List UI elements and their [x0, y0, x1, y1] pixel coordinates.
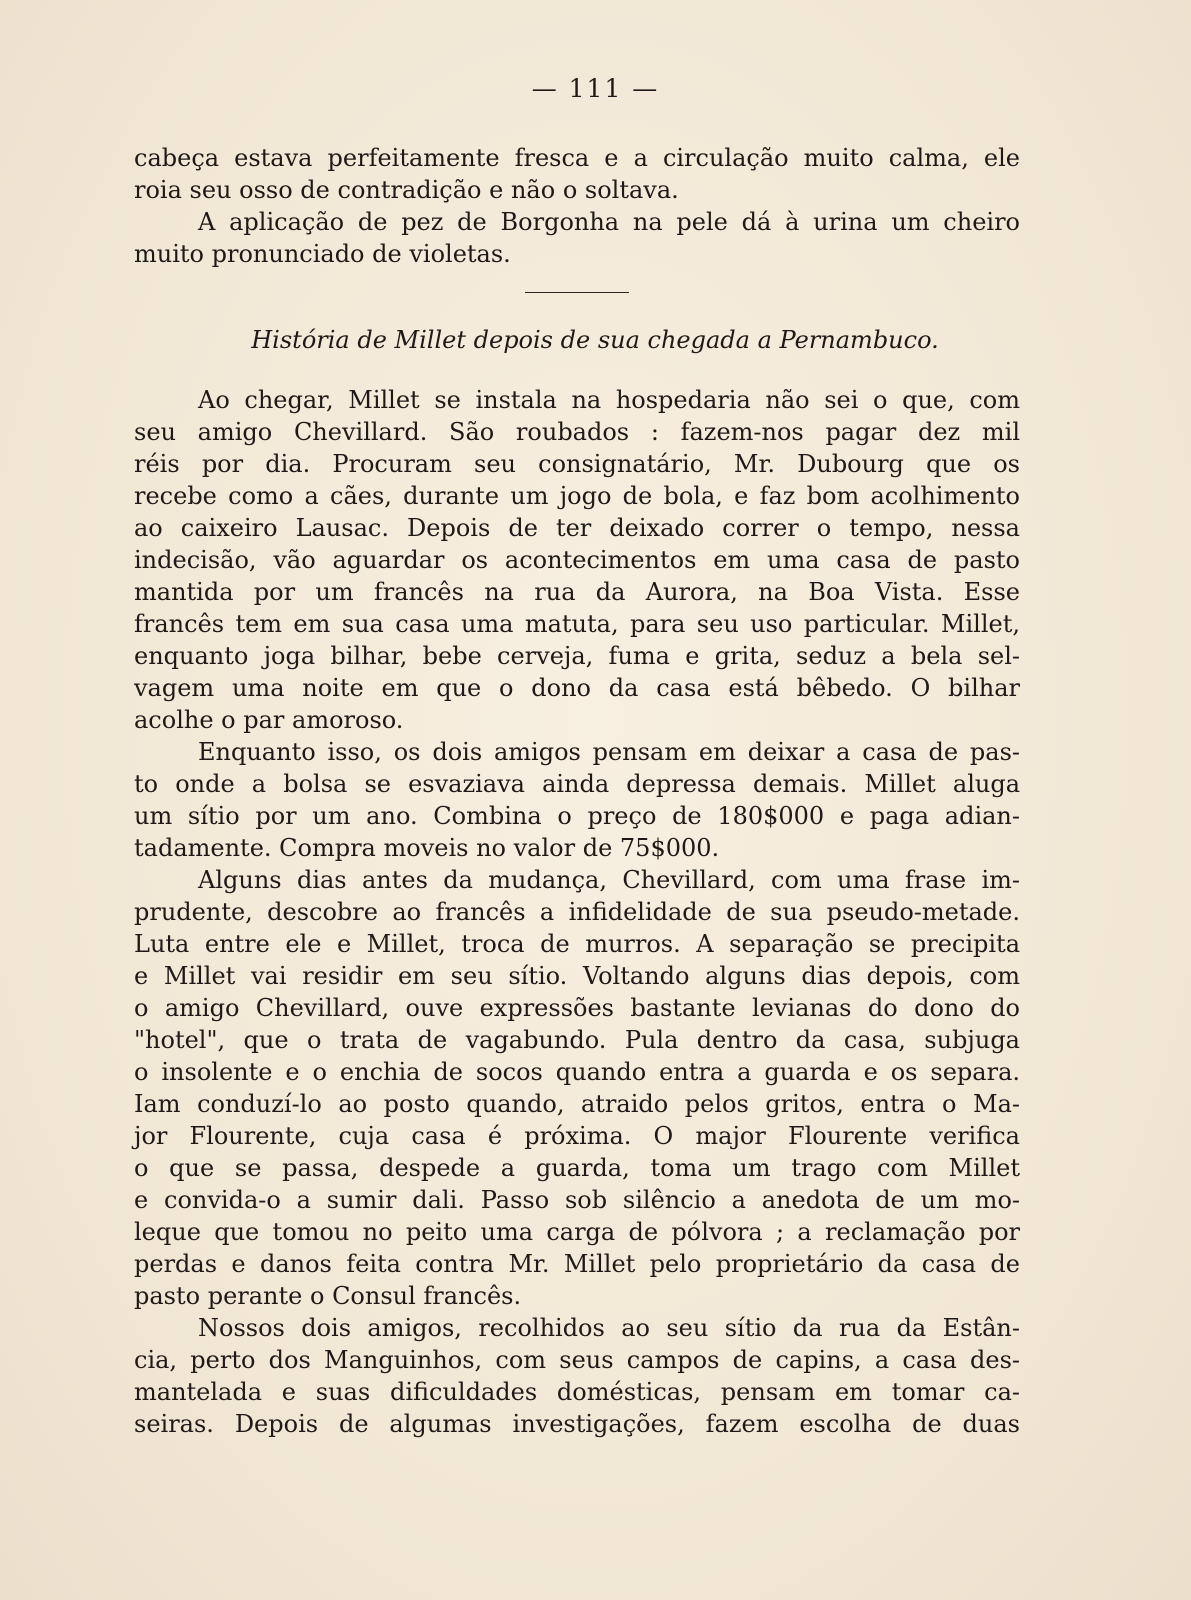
- text-line: um sítio por um ano. Combina o preço de 180$000 e paga adian-: [134, 802, 1020, 830]
- text-line: tadamente. Compra moveis no valor de 75$000.: [134, 834, 720, 862]
- text-line: indecisão, vão aguardar os acontecimentos em uma casa de pasto: [134, 546, 1020, 574]
- text-line: muito pronunciado de violetas.: [134, 240, 511, 268]
- text-line: pasto perante o Consul francês.: [134, 1282, 522, 1310]
- text-line: leque que tomou no peito uma carga de pólvora ; a reclamação por: [134, 1218, 1020, 1246]
- main-text: [134, 142, 1020, 1440]
- section-title: História de Millet depois de sua chegada a Pernambuco.: [251, 326, 939, 354]
- text-line: o que se passa, despede a guarda, toma um trago com Millet: [134, 1154, 1020, 1182]
- text-line: réis por dia. Procuram seu consignatário, Mr. Dubourg que os: [134, 450, 1020, 478]
- text-line: o insolente e o enchia de socos quando entra a guarda e os separa.: [134, 1058, 1020, 1086]
- text-line: seu amigo Chevillard. São roubados : fazem-nos pagar dez mil: [134, 418, 1020, 446]
- text-line: roia seu osso de contradição e não o soltava.: [134, 176, 679, 204]
- text-line: cabeça estava perfeitamente fresca e a circulação muito calma, ele: [134, 144, 1020, 172]
- text-line: enquanto joga bilhar, bebe cerveja, fuma e grita, seduz a bela sel-: [134, 642, 1020, 670]
- text-line: prudente, descobre ao francês a infidelidade de sua pseudo-metade.: [134, 898, 1020, 926]
- page-number: — 111 —: [531, 74, 660, 103]
- text-line: mantelada e suas dificuldades domésticas, pensam em tomar ca-: [134, 1378, 1020, 1406]
- text-line: acolhe o par amoroso.: [134, 706, 404, 734]
- text-line: Alguns dias antes da mudança, Chevillard, com uma frase im-: [198, 866, 1020, 894]
- text-line: o amigo Chevillard, ouve expressões bastante levianas do dono do: [134, 994, 1020, 1022]
- text-line: Enquanto isso, os dois amigos pensam em deixar a casa de pas-: [198, 738, 1020, 766]
- text-line: perdas e danos feita contra Mr. Millet pelo proprietário da casa de: [134, 1250, 1020, 1278]
- text-line: cia, perto dos Manguinhos, com seus campos de capins, a casa des-: [134, 1346, 1020, 1374]
- text-line: Iam conduzí-lo ao posto quando, atraido pelos gritos, entra o Ma-: [134, 1090, 1020, 1118]
- text-line: to onde a bolsa se esvaziava ainda depressa demais. Millet aluga: [134, 770, 1020, 798]
- text-line: e Millet vai residir em seu sítio. Voltando alguns dias depois, com: [134, 962, 1020, 990]
- text-line: Luta entre ele e Millet, troca de murros. A separação se precipita: [134, 930, 1020, 958]
- text-line: ao caixeiro Lausac. Depois de ter deixado correr o tempo, nessa: [134, 514, 1020, 542]
- text-line: seiras. Depois de algumas investigações, fazem escolha de duas: [134, 1410, 1020, 1438]
- text-line: mantida por um francês na rua da Aurora, na Boa Vista. Esse: [134, 578, 1020, 606]
- section-divider: [525, 292, 629, 293]
- text-line: Nossos dois amigos, recolhidos ao seu sítio da rua da Estân-: [198, 1314, 1020, 1342]
- text-line: A aplicação de pez de Borgonha na pele dá à urina um cheiro: [198, 208, 1020, 236]
- text-line: e convida-o a sumir dali. Passo sob silêncio a anedota de um mo-: [134, 1186, 1020, 1214]
- text-line: jor Flourente, cuja casa é próxima. O major Flourente verifica: [134, 1122, 1020, 1150]
- text-line: vagem uma noite em que o dono da casa está bêbedo. O bilhar: [134, 674, 1020, 702]
- text-line: Ao chegar, Millet se instala na hospedaria não sei o que, com: [198, 386, 1020, 414]
- text-line: "hotel", que o trata de vagabundo. Pula dentro da casa, subjuga: [134, 1026, 1020, 1054]
- text-line: francês tem em sua casa uma matuta, para seu uso particular. Millet,: [134, 610, 1020, 638]
- text-line: recebe como a cães, durante um jogo de bola, e faz bom acolhimento: [134, 482, 1020, 510]
